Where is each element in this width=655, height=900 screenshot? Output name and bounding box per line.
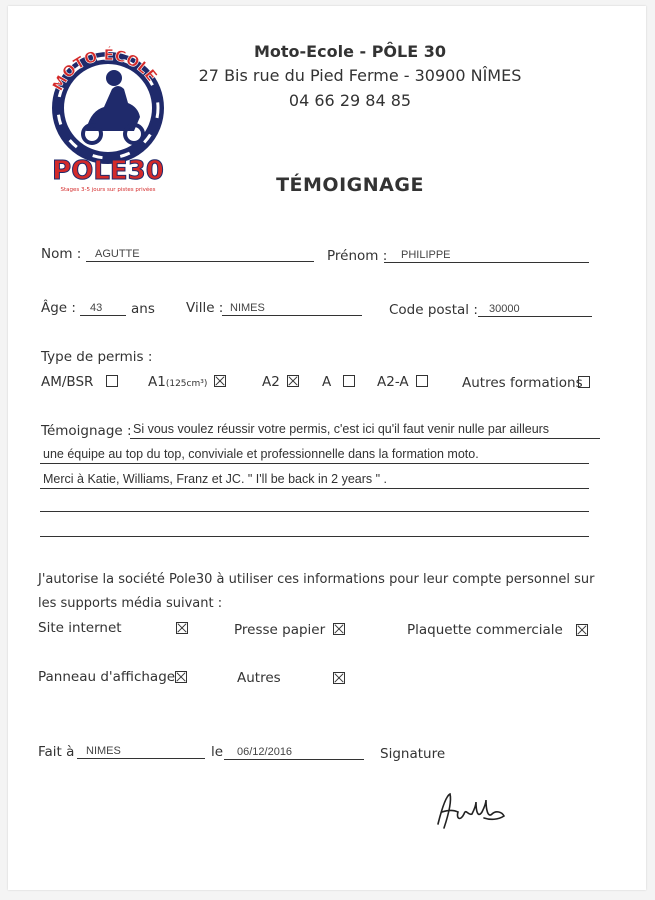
ville-line [222,315,362,316]
temoignage-rule-5 [40,536,589,537]
fait-value[interactable]: NIMES [86,745,121,757]
cp-label: Code postal : [389,302,478,318]
media-panneau-checkbox[interactable] [175,671,187,683]
permis-autres-label: Autres formations [462,375,583,391]
permis-a1-label: A1(125cm³) [148,374,208,390]
age-line [80,315,126,316]
permis-am-checkbox[interactable] [106,375,118,387]
nom-label: Nom : [41,246,82,262]
media-autres-checkbox[interactable] [333,672,345,684]
temoignage-line-3[interactable]: Merci à Katie, Williams, Franz et JC. " I'll be back in 2 years " . [43,472,388,486]
age-label: Âge : [41,300,76,316]
fait-line [77,758,205,759]
nom-value[interactable]: AGUTTE [95,248,140,260]
handwritten-signature [432,788,512,836]
prenom-value[interactable]: PHILIPPE [401,249,451,261]
age-value[interactable]: 43 [90,302,103,314]
permis-autres-checkbox[interactable] [578,376,590,388]
school-name: Moto-Ecole - PÔLE 30 [253,42,446,61]
temoignage-rule-1 [130,438,600,439]
media-presse-checkbox[interactable] [333,623,345,635]
consent-line-2: les supports média suivant : [38,596,223,611]
ville-label: Ville : [186,300,224,316]
nom-line [86,261,314,262]
temoignage-label: Témoignage : [41,423,132,439]
consent-line-1: J'autorise la société Pole30 à utiliser ces informations pour leur compte personnel sur [38,572,595,587]
cp-value[interactable]: 30000 [489,303,520,315]
fait-label: Fait à [38,744,75,760]
permis-am-label: AM/BSR [41,374,94,390]
media-plaquette-checkbox[interactable] [576,624,588,636]
permis-a2a-label: A2-A [377,374,409,390]
signature-label: Signature [380,746,446,762]
cp-line [478,316,592,317]
temoignage-rule-3 [40,488,589,489]
temoignage-rule-2 [40,463,589,464]
date-label: le [211,744,224,760]
media-presse-label: Presse papier [234,622,326,638]
permis-a1-checkbox[interactable] [214,375,226,387]
temoignage-line-2[interactable]: une équipe au top du top, conviviale et professionnelle dans la formation moto. [43,447,479,461]
permis-a-label: A [322,374,332,390]
temoignage-rule-4 [40,511,589,512]
media-plaquette-label: Plaquette commerciale [407,622,563,638]
date-value[interactable]: 06/12/2016 [237,746,293,758]
permis-a2-label: A2 [262,374,280,390]
pole30-logo [38,36,178,196]
ville-value[interactable]: NIMES [230,302,265,314]
permis-a2a-checkbox[interactable] [416,375,428,387]
media-panneau-label: Panneau d'affichage [38,669,176,685]
logo-top-text: MOTO ÉCOLE [48,45,161,94]
school-phone: 04 66 29 84 85 [288,91,412,110]
logo-brand: POLE30 [52,156,164,186]
date-line [224,759,364,760]
logo-tagline: Stages 3-5 jours sur pistes privées [60,187,156,193]
school-address: 27 Bis rue du Pied Ferme - 30900 NÎMES [198,66,522,85]
prenom-label: Prénom : [327,248,388,264]
temoignage-line-1[interactable]: Si vous voulez réussir votre permis, c'est ici qu'il faut venir nulle par ailleurs [133,422,550,436]
page-title: TÉMOIGNAGE [276,174,424,196]
permis-a-checkbox[interactable] [343,375,355,387]
svg-text:MOTO ÉCOLE [49,45,161,94]
age-unit: ans [131,301,155,317]
media-site-checkbox[interactable] [176,622,188,634]
prenom-line [384,262,589,263]
permis-label: Type de permis : [41,349,153,365]
media-site-label: Site internet [38,620,122,636]
media-autres-label: Autres [237,670,281,686]
permis-a2-checkbox[interactable] [287,375,299,387]
